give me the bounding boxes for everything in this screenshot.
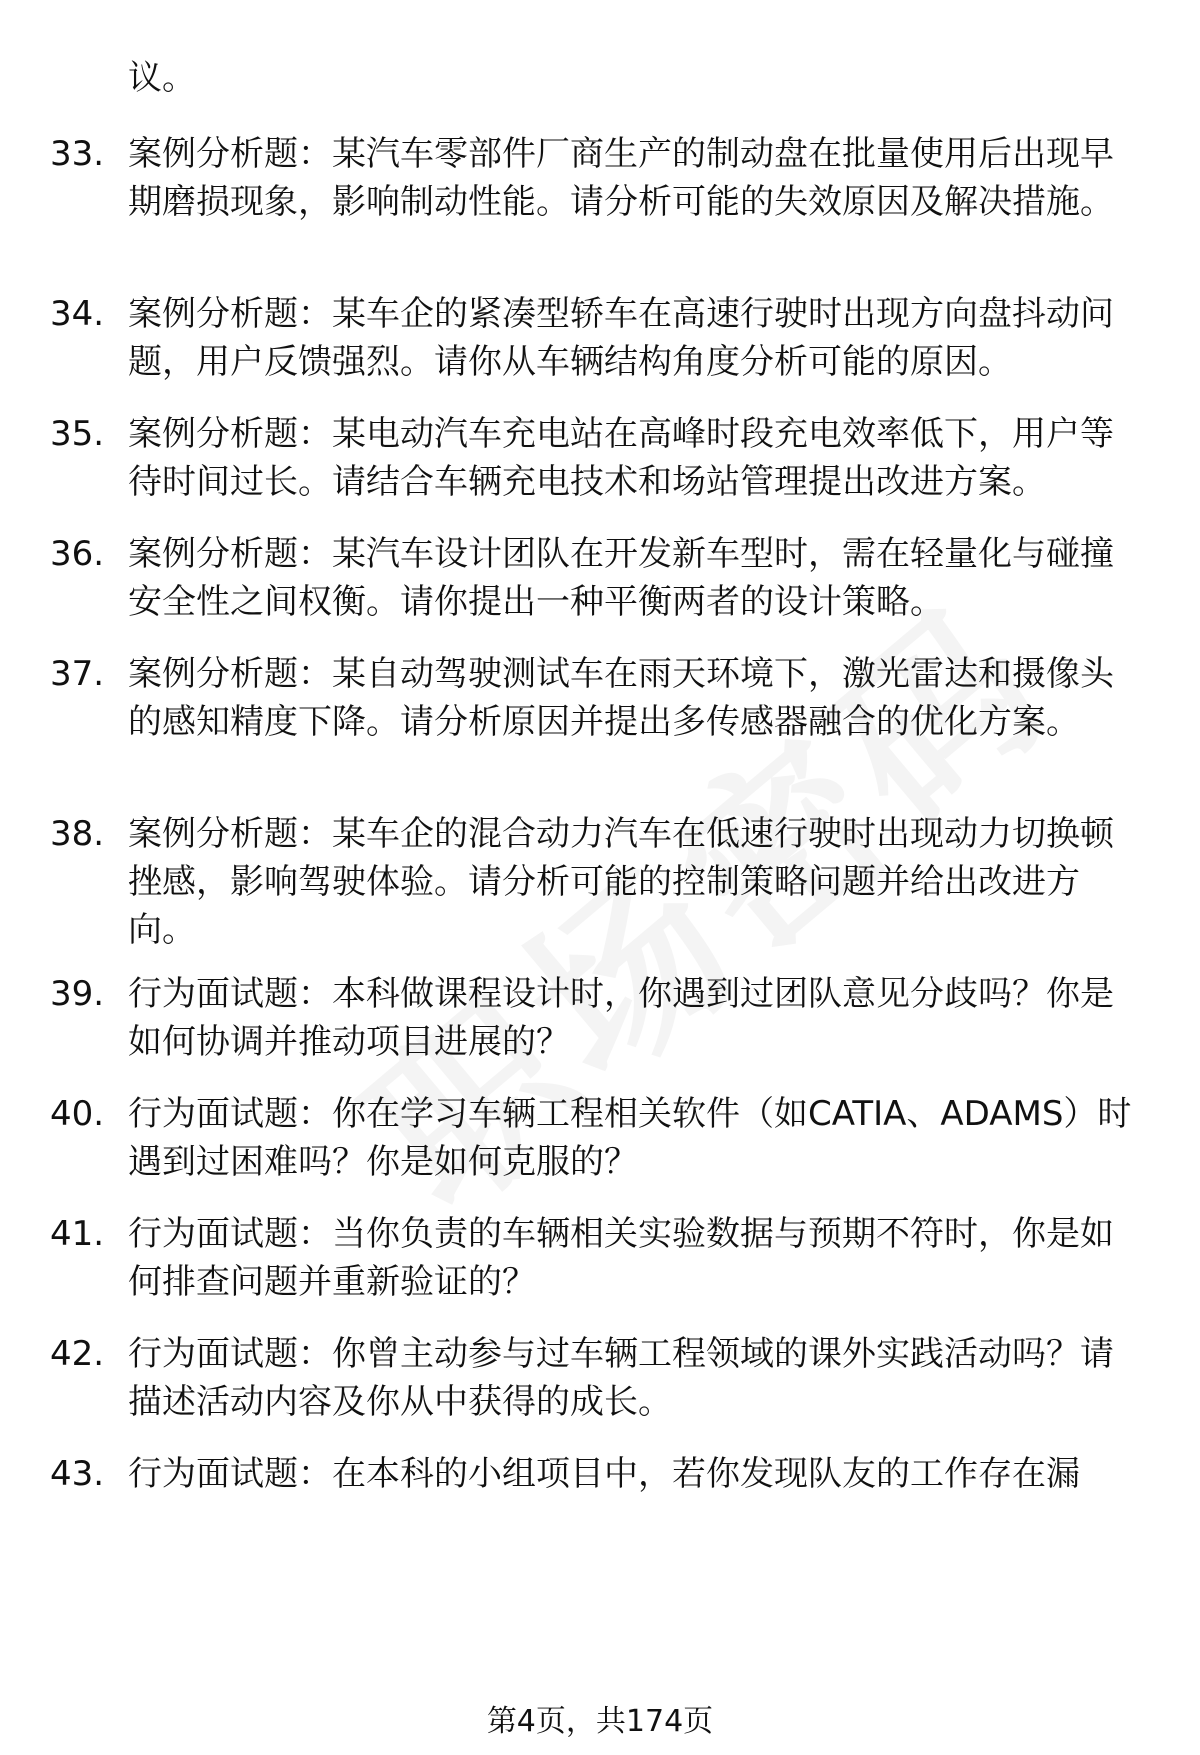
question-text: 行为面试题：你曾主动参与过车辆工程领域的课外实践活动吗？请描述活动内容及你从中获得的成长。 (128, 1334, 1114, 1422)
question-text: 案例分析题：某车企的混合动力汽车在低速行驶时出现动力切换顿挫感，影响驾驶体验。请分析可能的控制策略问题并给出改进方向。 (128, 814, 1114, 950)
question-text: 行为面试题：在本科的小组项目中，若你发现队友的工作存在漏 (128, 1454, 1080, 1494)
page-footer: 第4页，共174页 (486, 1704, 714, 1739)
question-number: 39. (50, 974, 105, 1014)
question-number: 38. (50, 814, 105, 854)
question-number: 43. (50, 1454, 105, 1494)
question-number: 41. (50, 1214, 105, 1254)
question-text: 案例分析题：某车企的紧凑型轿车在高速行驶时出现方向盘抖动问题，用户反馈强烈。请你从车辆结构角度分析可能的原因。 (128, 294, 1114, 382)
question-number: 34. (50, 294, 105, 334)
question-text: 行为面试题：本科做课程设计时，你遇到过团队意见分歧吗？你是如何协调并推动项目进展的？ (128, 974, 1114, 1062)
question-fragment-text: 议。 (128, 58, 196, 98)
question-text: 行为面试题：当你负责的车辆相关实验数据与预期不符时，你是如何排查问题并重新验证的？ (128, 1214, 1114, 1302)
question-text: 案例分析题：某汽车设计团队在开发新车型时，需在轻量化与碰撞安全性之间权衡。请你提出一种平衡两者的设计策略。 (128, 534, 1114, 622)
question-number: 33. (50, 134, 105, 174)
question-number: 40. (50, 1094, 105, 1134)
question-number: 37. (50, 654, 105, 694)
question-text: 案例分析题：某电动汽车充电站在高峰时段充电效率低下，用户等待时间过长。请结合车辆充电技术和场站管理提出改进方案。 (128, 414, 1114, 502)
question-number: 35. (50, 414, 105, 454)
question-number: 36. (50, 534, 105, 574)
question-text: 案例分析题：某自动驾驶测试车在雨天环境下，激光雷达和摄像头的感知精度下降。请分析原因并提出多传感器融合的优化方案。 (128, 654, 1114, 742)
question-number: 42. (50, 1334, 105, 1374)
question-text: 案例分析题：某汽车零部件厂商生产的制动盘在批量使用后出现早期磨损现象，影响制动性能。请分析可能的失效原因及解决措施。 (128, 134, 1114, 222)
question-text: 行为面试题：你在学习车辆工程相关软件（如CATIA、ADAMS）时遇到过困难吗？你是如何克服的？ (128, 1094, 1132, 1182)
